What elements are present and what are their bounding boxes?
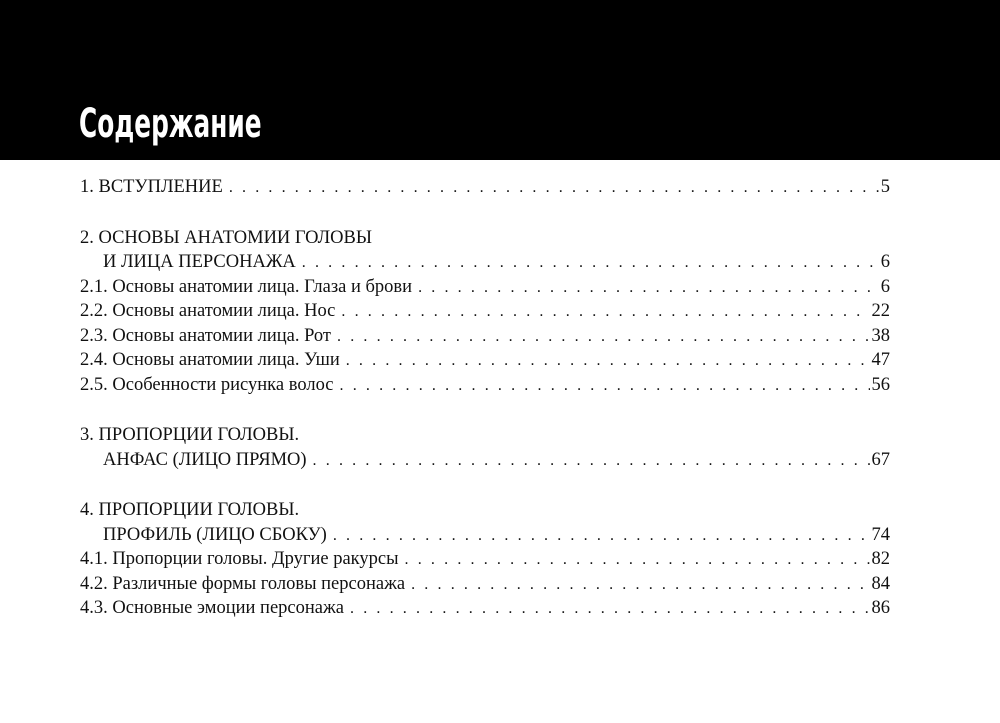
- toc-page-number: 38: [871, 325, 890, 346]
- toc-entry-label: 2.4. Основы анатомии лица. Уши: [80, 350, 340, 370]
- toc-page-number: 56: [871, 374, 890, 395]
- dot-leader: [302, 251, 879, 276]
- toc-entry-chapter-4: [80, 498, 890, 547]
- toc-entry-chapter-1: [80, 175, 890, 200]
- toc-entry-label: 4.3. Основные эмоции персонажа: [80, 598, 344, 618]
- dot-leader: [313, 449, 870, 474]
- toc-page-number: 6: [880, 276, 890, 297]
- toc-page-number: 82: [871, 549, 890, 569]
- dot-leader: [350, 597, 870, 622]
- toc-entry-section-4-3: [80, 596, 890, 621]
- toc-entry-section-4-1: [80, 547, 890, 572]
- toc-entry-section-2-4: [80, 348, 890, 373]
- table-of-contents: [80, 175, 890, 621]
- toc-entry-label: 1. ВСТУПЛЕНИЕ: [80, 177, 223, 197]
- toc-entry-chapter-2: [80, 226, 890, 275]
- toc-page-number: 5: [880, 177, 890, 197]
- dot-leader: [405, 548, 870, 573]
- toc-entry-section-4-2: [80, 572, 890, 597]
- dot-leader: [411, 573, 869, 598]
- toc-entry-label: 2.1. Основы анатомии лица. Глаза и брови: [80, 276, 413, 297]
- dot-leader: [340, 374, 870, 399]
- toc-page-number: 47: [871, 350, 890, 370]
- toc-entry-label: 2.5. Особенности рисунка волос: [80, 374, 334, 395]
- toc-entry-label: 2.2. Основы анатомии лица. Нос: [80, 301, 336, 321]
- toc-entry-section-2-2: [80, 299, 890, 324]
- toc-entry-label: 4.2. Различные формы головы персонажа: [80, 573, 406, 594]
- toc-page-number: 74: [871, 524, 890, 545]
- toc-page-number: 84: [871, 573, 890, 594]
- toc-entry-label: 2.3. Основы анатомии лица. Рот: [80, 325, 332, 346]
- dot-leader: [333, 524, 870, 549]
- toc-entry-label: 4. ПРОПОРЦИИ ГОЛОВЫ.: [80, 500, 300, 520]
- toc-page-number: 67: [871, 449, 890, 470]
- toc-page-number: 6: [880, 252, 890, 272]
- page-title: Содержание: [79, 101, 262, 147]
- toc-entry-section-2-5: [80, 373, 890, 398]
- toc-entry-chapter-3: [80, 423, 890, 472]
- header-banner: [0, 0, 1000, 160]
- toc-page-number: 86: [871, 598, 890, 618]
- toc-page-number: 22: [871, 301, 890, 321]
- dot-leader: [418, 276, 879, 301]
- toc-entry-label: 2. ОСНОВЫ АНАТОМИИ ГОЛОВЫ: [80, 227, 372, 248]
- toc-entry-label-continued: И ЛИЦА ПЕРСОНАЖА: [103, 252, 296, 272]
- dot-leader: [337, 325, 869, 350]
- dot-leader: [229, 176, 879, 201]
- dot-leader: [341, 300, 869, 325]
- toc-entry-label-continued: АНФАС (ЛИЦО ПРЯМО): [103, 449, 307, 470]
- toc-entry-section-2-1: [80, 275, 890, 300]
- toc-entry-label: 3. ПРОПОРЦИИ ГОЛОВЫ.: [80, 425, 300, 445]
- toc-entry-label: 4.1. Пропорции головы. Другие ракурсы: [80, 549, 399, 569]
- toc-entry-label-continued: ПРОФИЛЬ (ЛИЦО СБОКУ): [103, 524, 327, 545]
- toc-entry-section-2-3: [80, 324, 890, 349]
- dot-leader: [346, 349, 870, 374]
